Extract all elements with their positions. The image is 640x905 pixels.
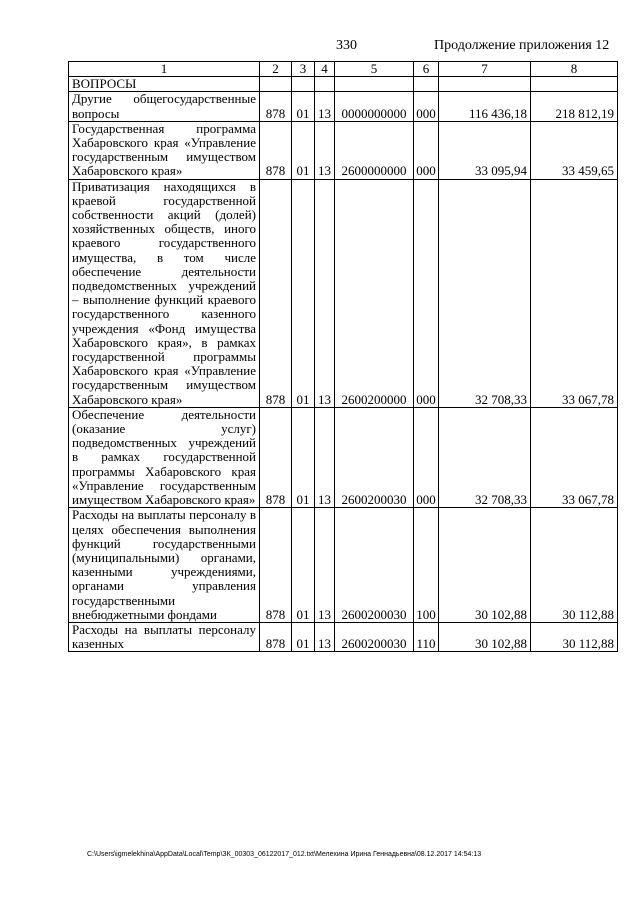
amount-year-2: 30 112,88 — [531, 622, 618, 651]
budget-table — [68, 61, 618, 652]
row-name-line: Хабаровского края» — [72, 163, 183, 179]
target-code: 2600200030 — [335, 508, 414, 623]
row-name-line: персоналу в целях — [72, 507, 256, 537]
table-row — [69, 121, 618, 179]
column-number: 2 — [260, 62, 292, 77]
section-code: 01 — [292, 508, 315, 623]
amount-year-1: 30 102,88 — [439, 508, 531, 623]
row-name-line: Хабаровского края» — [145, 492, 256, 508]
row-name-line: учреждений в рамках — [72, 435, 256, 465]
table-row — [69, 407, 618, 507]
admin-code: 878 — [260, 407, 292, 507]
row-name-line: учреждения «Фонд имущества — [72, 320, 256, 336]
subsection-code: 13 — [315, 508, 335, 623]
section-code: 01 — [292, 179, 315, 407]
amount-year-1: 30 102,88 — [439, 622, 531, 651]
amount-year-1: 33 095,94 — [439, 121, 531, 179]
target-code: 2600200030 — [335, 407, 414, 507]
row-name-line: казенными учреждениями, — [72, 564, 256, 580]
row-name — [69, 179, 260, 407]
expense-type-code: 100 — [414, 508, 439, 623]
subsection-code: 13 — [315, 622, 335, 651]
column-number: 5 — [335, 62, 414, 77]
row-name-line: внебюджетными фондами — [72, 606, 217, 622]
admin-code: 878 — [260, 179, 292, 407]
row-name-line: иного краевого — [72, 221, 256, 251]
row-name-line: Хабаровского края», в рамках — [72, 334, 256, 350]
row-name — [69, 121, 260, 179]
table-row — [69, 179, 618, 407]
section-code: 01 — [292, 92, 315, 121]
row-name-line: (муниципальными) органами, — [72, 549, 256, 565]
column-number-row — [69, 62, 618, 77]
column-number: 3 — [292, 62, 315, 77]
row-name-line: функций краевого — [154, 292, 256, 308]
column-number: 6 — [414, 62, 439, 77]
row-name-line: государственного казенного — [72, 306, 256, 322]
row-name-line: государственной программы — [72, 349, 256, 365]
row-name-line: Хабаровского края — [72, 135, 179, 151]
row-name-line: государственным имуществом — [72, 149, 256, 165]
amount-year-2: 33 067,78 — [531, 179, 618, 407]
row-name — [69, 92, 260, 121]
row-name-line: государственной программы — [72, 449, 256, 479]
amount-year-1: 32 708,33 — [439, 179, 531, 407]
column-number: 7 — [439, 62, 531, 77]
row-name-line: в том числе обеспечение — [72, 249, 256, 279]
column-number: 1 — [69, 62, 260, 77]
row-name-line: государственными — [72, 592, 176, 608]
amount-year-2: 33 067,78 — [531, 407, 618, 507]
row-name-line: органами управления — [72, 578, 256, 594]
row-name-line: учреждений – выполнение — [72, 278, 256, 308]
row-name-line: «Управление — [184, 363, 256, 379]
row-name-line: «Управление — [184, 135, 256, 151]
row-name-line: хозяйственных обществ, — [72, 221, 215, 237]
row-name-line: подведомственных — [72, 435, 177, 451]
expense-type-code: 000 — [414, 92, 439, 121]
row-name-line: подведомственных — [72, 278, 177, 294]
expense-type-code: 000 — [414, 407, 439, 507]
row-name-line: (оказание услуг) — [72, 421, 256, 437]
row-name-line: Обеспечение деятельности — [72, 406, 256, 422]
row-name-line: государственного имущества, — [72, 235, 256, 265]
row-name-line: функций государственными — [72, 535, 256, 551]
row-name-line: собственности акций (долей) — [72, 207, 256, 223]
subsection-code: 13 — [315, 121, 335, 179]
row-name — [69, 508, 260, 623]
table-body — [69, 62, 618, 652]
column-number: 8 — [531, 62, 618, 77]
amount-year-1: 116 436,18 — [439, 92, 531, 121]
row-name-line: Расходы на выплаты — [72, 507, 186, 523]
section-code: 01 — [292, 407, 315, 507]
amount-year-1: 32 708,33 — [439, 407, 531, 507]
row-name-line: персоналу казенных — [72, 621, 256, 652]
row-name-line: государственным имуществом — [72, 477, 256, 508]
table-row — [69, 508, 618, 623]
admin-code: 878 — [260, 121, 292, 179]
row-name — [69, 407, 260, 507]
row-name-line: Хабаровского края» — [72, 391, 183, 407]
table-row — [69, 92, 618, 121]
amount-year-2: 33 459,65 — [531, 121, 618, 179]
target-code: 0000000000 — [335, 92, 414, 121]
row-name-line: Расходы на выплаты — [72, 621, 193, 637]
target-code: 2600200030 — [335, 622, 414, 651]
expense-type-code: 110 — [414, 622, 439, 651]
footer-file-path: C:\Users\igmelekhina\AppData\Local\Temp\ЗК_00303_06122017_012.txt\Мелехина Ирина Геннадьевна\08.12.2017 14:54:13 — [87, 851, 482, 858]
target-code: 2600200000 — [335, 179, 414, 407]
subsection-code: 13 — [315, 179, 335, 407]
row-name-line: Хабаровского края — [72, 363, 179, 379]
admin-code: 878 — [260, 622, 292, 651]
target-code: 2600000000 — [335, 121, 414, 179]
row-name-line: краевой государственной — [72, 192, 256, 208]
appendix-note: Продолжение приложения 12 — [434, 38, 610, 53]
page-number: 330 — [336, 38, 357, 53]
section-continuation-row — [69, 77, 618, 92]
row-name-line: государственным имуществом — [72, 377, 256, 393]
admin-code: 878 — [260, 508, 292, 623]
expense-type-code: 000 — [414, 121, 439, 179]
admin-code: 878 — [260, 92, 292, 121]
row-name — [69, 622, 260, 651]
row-name-line: Государственная программа — [72, 120, 256, 136]
row-name-line: Другие общегосударственные — [72, 91, 256, 107]
section-code: 01 — [292, 622, 315, 651]
section-code: 01 — [292, 121, 315, 179]
amount-year-2: 218 812,19 — [531, 92, 618, 121]
subsection-code: 13 — [315, 92, 335, 121]
column-number: 4 — [315, 62, 335, 77]
row-name-line: Хабаровского края — [145, 463, 257, 479]
amount-year-2: 30 112,88 — [531, 508, 618, 623]
subsection-code: 13 — [315, 407, 335, 507]
row-name-line: деятельности — [181, 263, 256, 279]
row-name-line: обеспечения выполнения — [111, 521, 256, 537]
table-row — [69, 622, 618, 651]
section-continuation-label: ВОПРОСЫ — [69, 77, 260, 92]
expense-type-code: 000 — [414, 179, 439, 407]
row-name-line: «Управление — [72, 477, 144, 493]
row-name-line: Приватизация находящихся в — [72, 178, 256, 194]
row-name-line: вопросы — [72, 105, 120, 121]
